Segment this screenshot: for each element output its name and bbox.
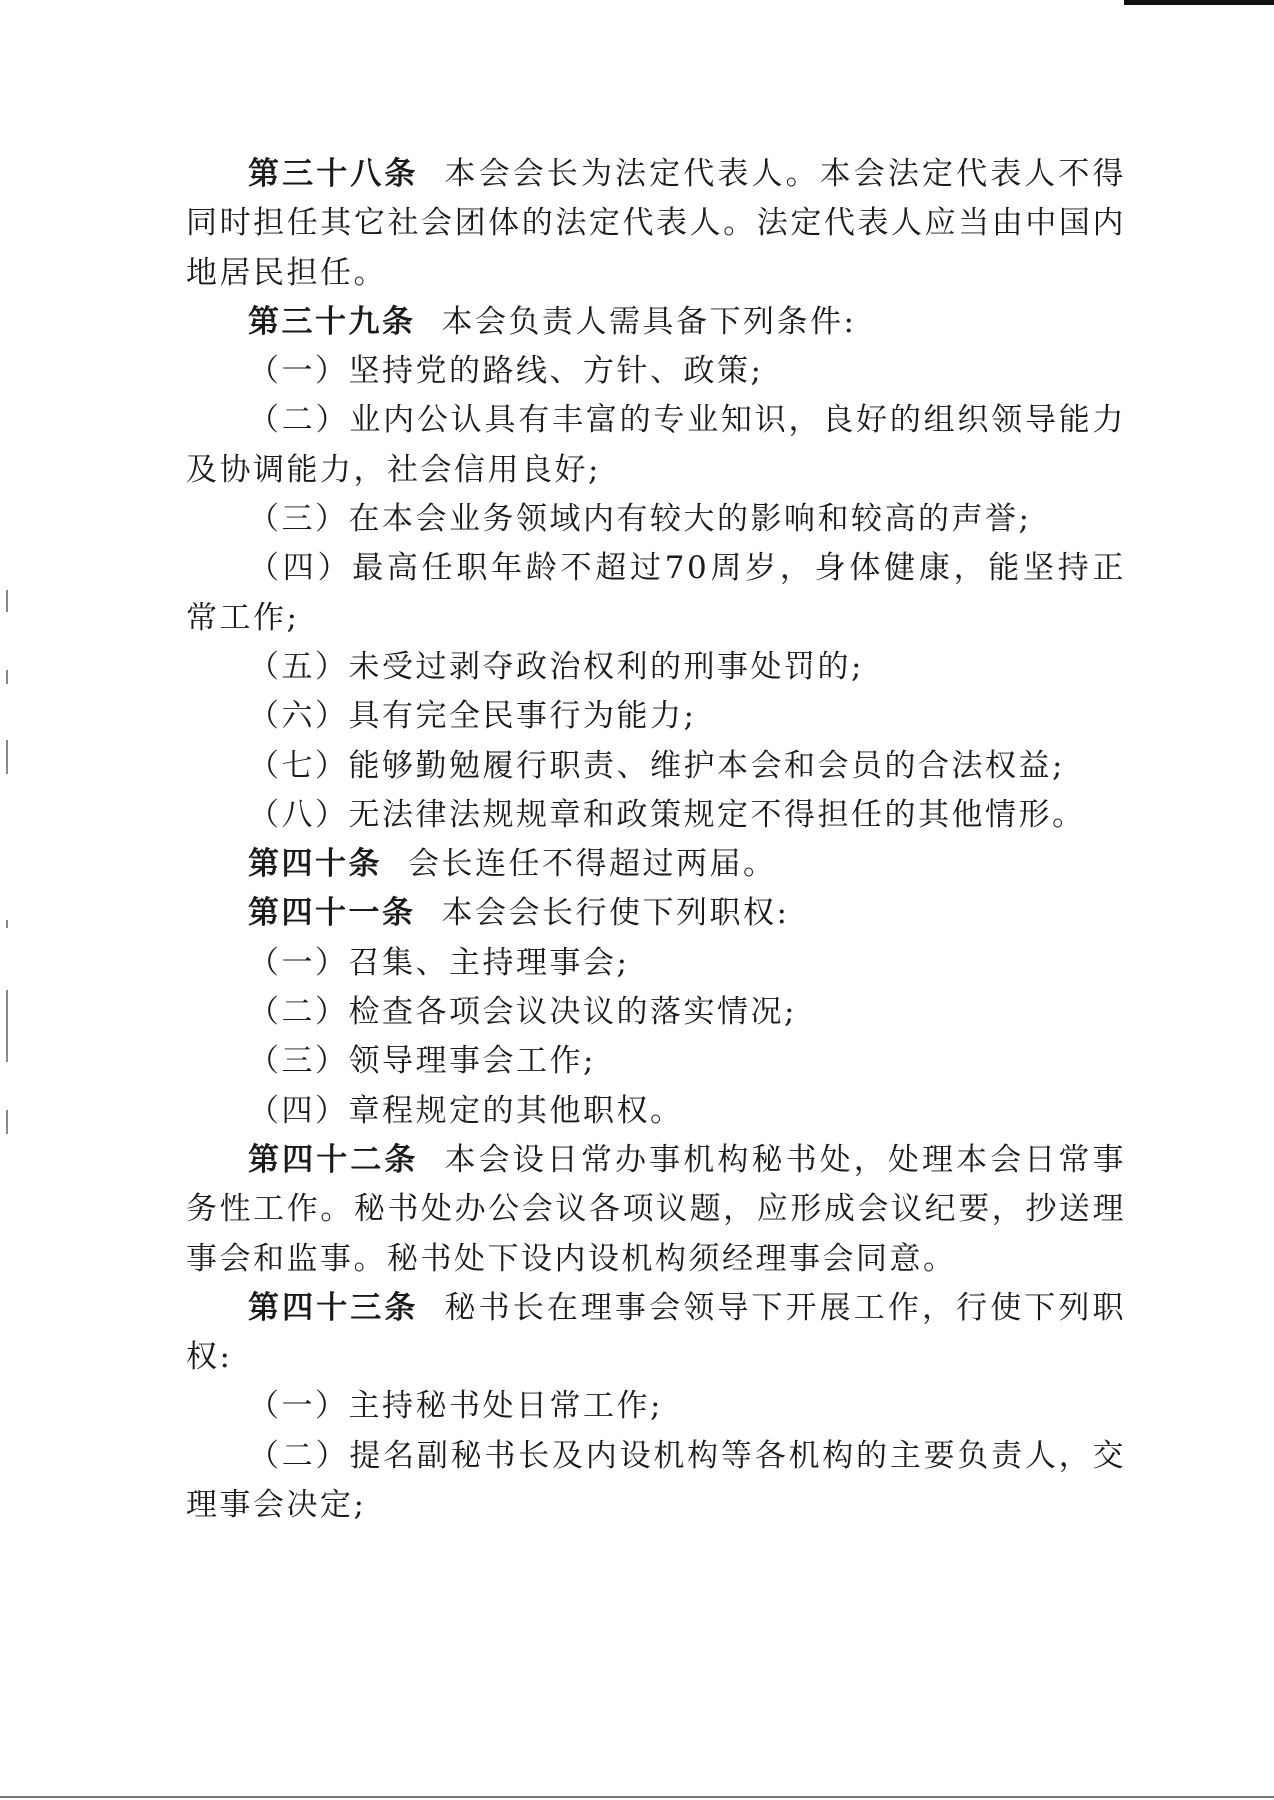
article-label: 第四十三条 bbox=[248, 1289, 419, 1326]
scan-edge-mark bbox=[1124, 0, 1274, 5]
article-38 bbox=[186, 150, 1126, 298]
article-text: 本会设日常办事机构秘书处，处理本会日常事务性工作。秘书处办公会议各项议题，应形成会议纪要，抄送理事会和监事。秘书处下设内设机构须经理事会同意。 bbox=[186, 1141, 1127, 1277]
scan-edge-mark-bottom bbox=[0, 1796, 1274, 1798]
article-text: 本会会长为法定代表人。本会法定代表人不得同时担任其它社会团体的法定代表人。法定代表人应当由中国内地居民担任。 bbox=[186, 156, 1127, 291]
list-item: （四）最高任职年龄不超过70周岁，身体健康，能坚持正常工作; bbox=[186, 550, 1126, 636]
document-body bbox=[186, 150, 1126, 1530]
list-item: （八）无法律法规规章和政策规定不得担任的其他情形。 bbox=[248, 796, 1086, 833]
list-item: （二）检查各项会议决议的落实情况; bbox=[248, 994, 797, 1031]
list-item: （三）领导理事会工作; bbox=[248, 1043, 596, 1080]
list-item: （一）主持秘书处日常工作; bbox=[248, 1388, 663, 1425]
article-label: 第三十九条 bbox=[248, 303, 416, 340]
list-item: （五）未受过剥夺政治权利的刑事处罚的; bbox=[248, 648, 864, 685]
scan-margin-specks bbox=[6, 590, 16, 1150]
list-item: （三）在本会业务领域内有较大的影响和较高的声誉; bbox=[248, 501, 1032, 538]
article-label: 第四十条 bbox=[248, 846, 382, 883]
list-item: （二）提名副秘书长及内设机构等各机构的主要负责人，交理事会决定; bbox=[186, 1437, 1126, 1524]
article-39 bbox=[186, 298, 1126, 347]
list-item: （一）坚持党的路线、方针、政策; bbox=[248, 353, 764, 390]
article-label: 第三十八条 bbox=[248, 156, 419, 192]
list-item: （一）召集、主持理事会; bbox=[248, 944, 630, 981]
article-43 bbox=[186, 1284, 1126, 1383]
list-item: （四）章程规定的其他职权。 bbox=[248, 1092, 684, 1129]
article-text: 秘书长在理事会领导下开展工作，行使下列职权: bbox=[186, 1289, 1127, 1376]
article-42 bbox=[186, 1136, 1126, 1284]
article-text: 会长连任不得超过两届。 bbox=[408, 846, 777, 883]
list-item: （七）能够勤勉履行职责、维护本会和会员的合法权益; bbox=[248, 747, 1065, 784]
article-label: 第四十一条 bbox=[248, 895, 416, 932]
article-text: 本会会长行使下列职权: bbox=[441, 895, 790, 932]
article-label: 第四十二条 bbox=[248, 1141, 419, 1178]
article-40 bbox=[186, 840, 1126, 889]
article-text: 本会负责人需具备下列条件: bbox=[441, 303, 857, 340]
article-41 bbox=[186, 889, 1126, 938]
list-item: （六）具有完全民事行为能力; bbox=[248, 698, 697, 735]
list-item: （二）业内公认具有丰富的专业知识，良好的组织领导能力及协调能力，社会信用良好; bbox=[186, 402, 1126, 488]
